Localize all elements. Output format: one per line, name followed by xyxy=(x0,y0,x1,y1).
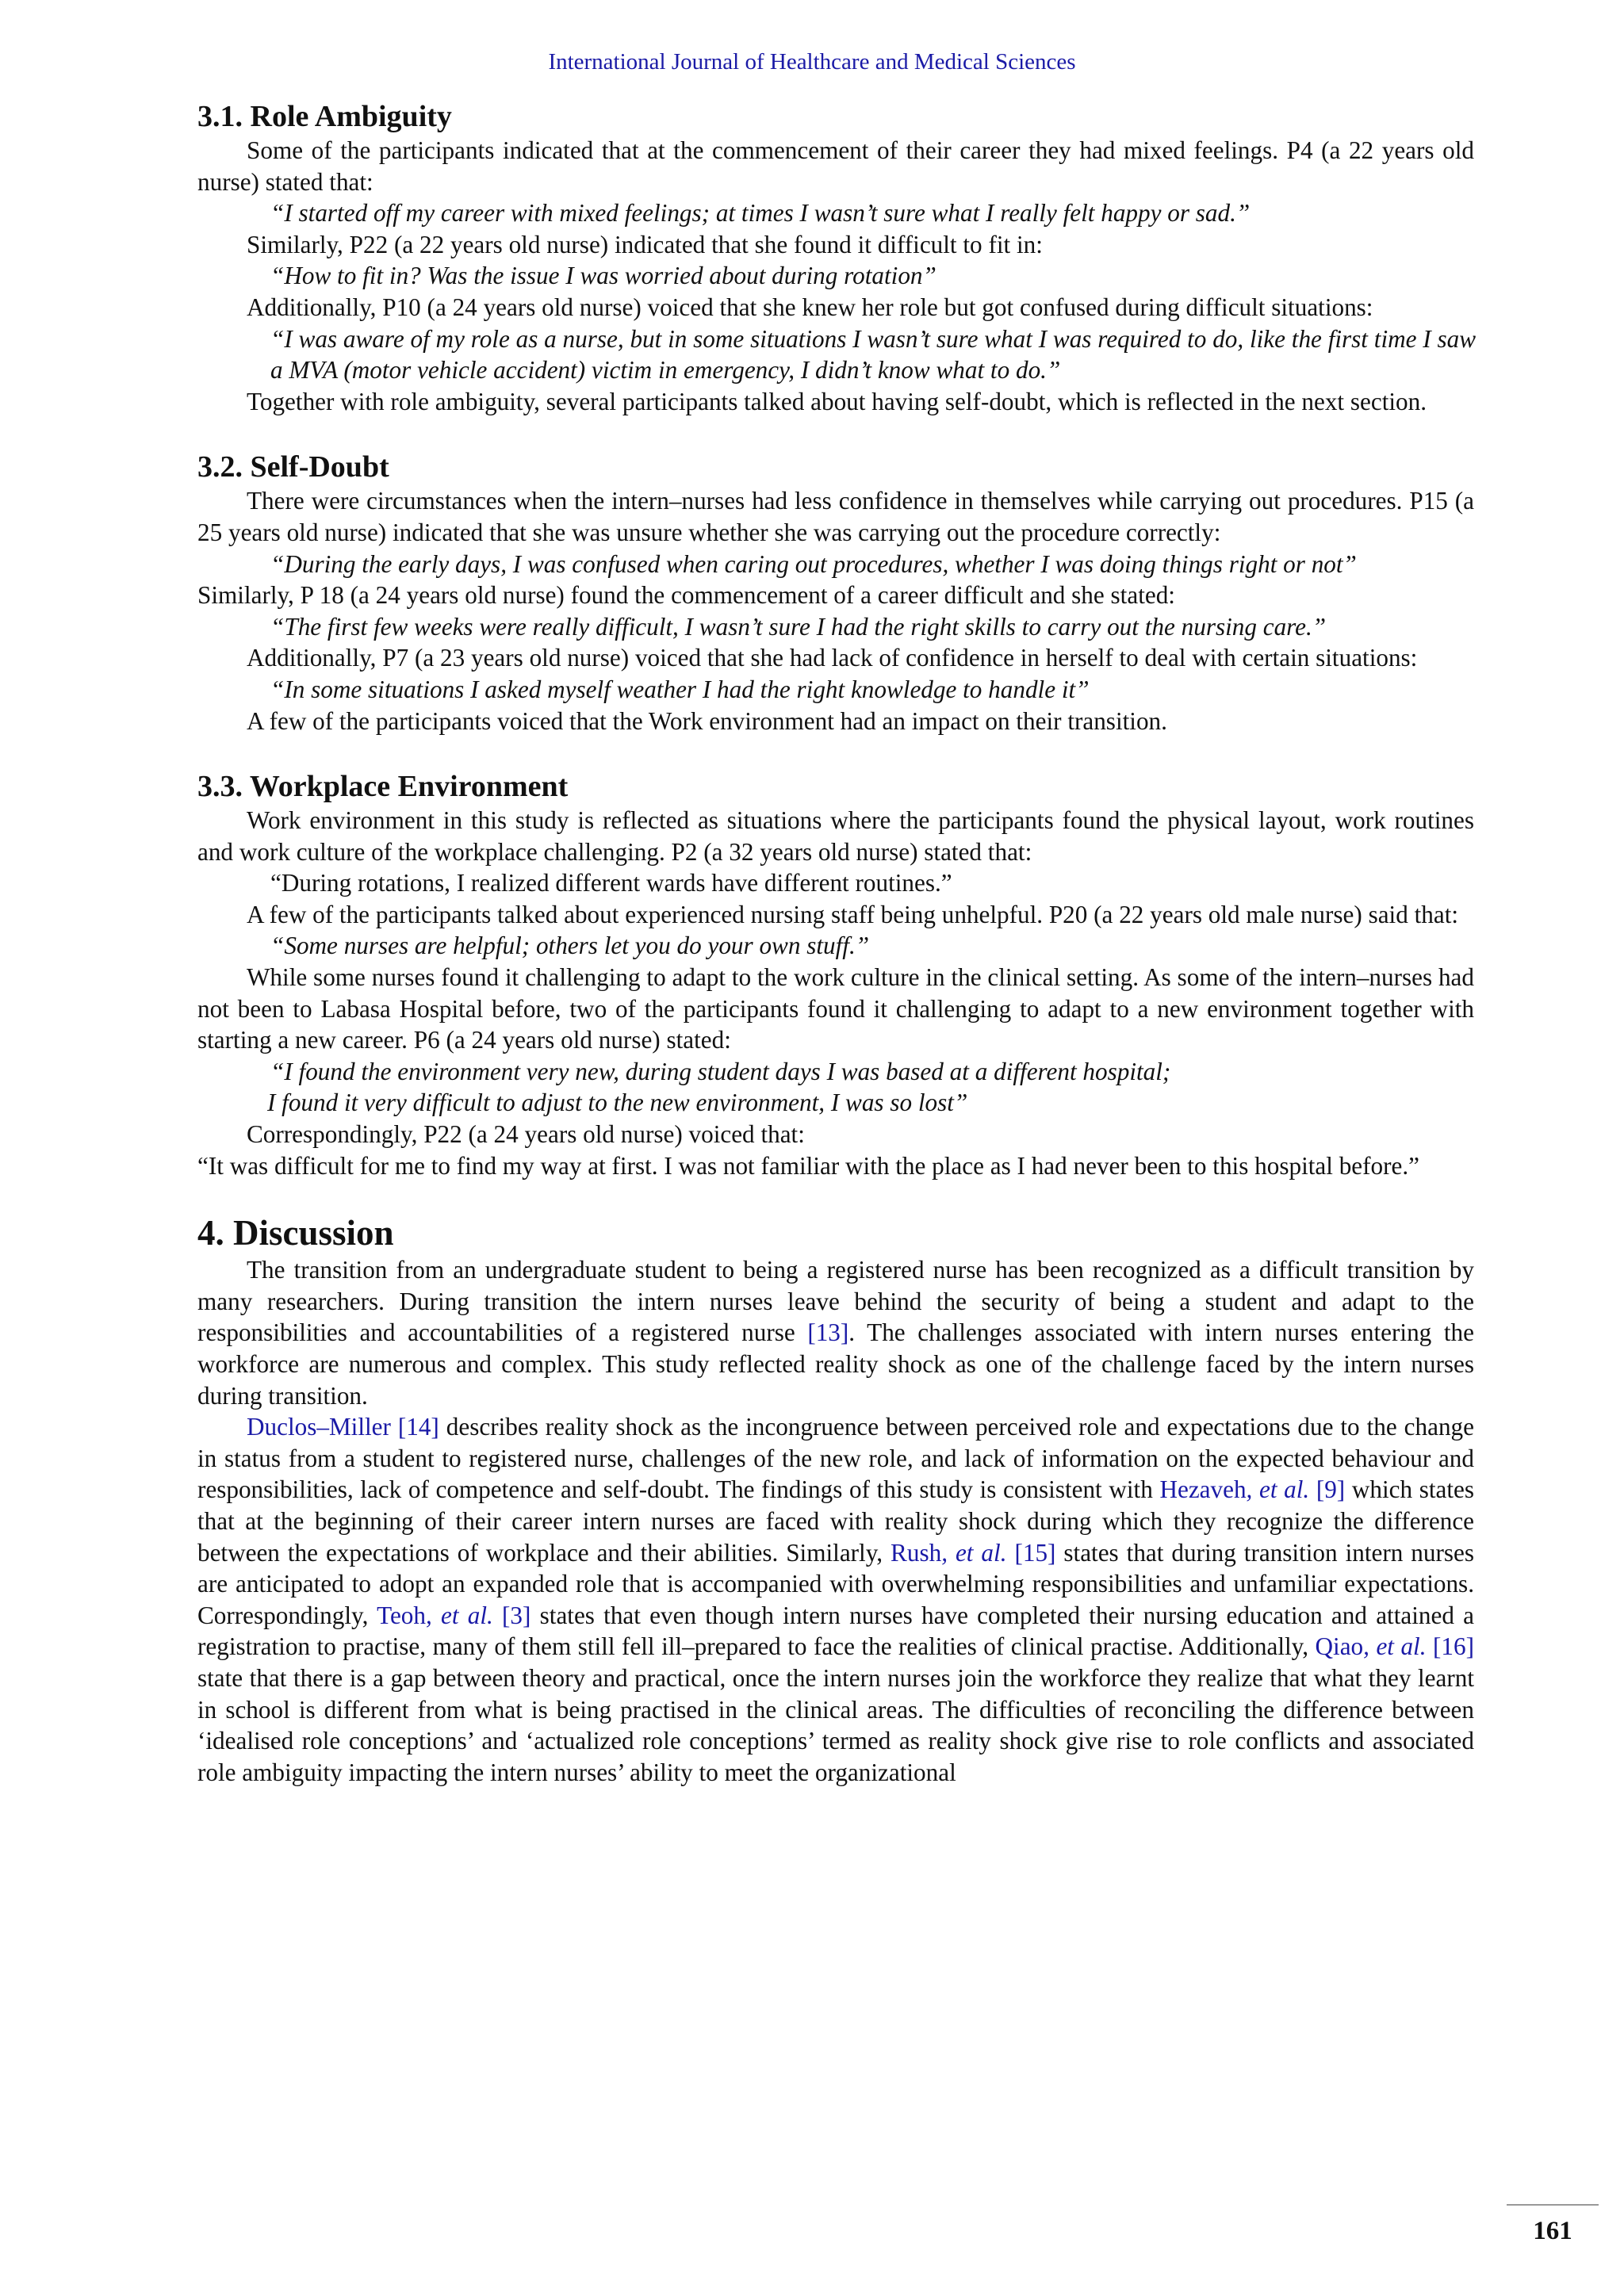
article-body xyxy=(197,98,1474,1788)
paragraph: Together with role ambiguity, several participants talked about having self-doubt, which is reflected in the next section. xyxy=(247,387,1427,415)
paragraph: Additionally, P10 (a 24 years old nurse) voiced that she knew her role but got confused during difficult situations: xyxy=(247,293,1373,321)
page-number: 161 xyxy=(1533,2217,1572,2245)
section-heading-3-1: 3.1. Role Ambiguity xyxy=(197,100,452,133)
paragraph: Work environment in this study is reflected as situations where the participants found the physical layout, work routines and work culture of the workplace challenging. P2 (a 32 years old nurse) stated that: xyxy=(197,806,1474,866)
section-heading-3-2: 3.2. Self-Doubt xyxy=(197,450,389,484)
citation-link[interactable]: Qiao, et al. [16] xyxy=(1315,1632,1474,1661)
participant-quote: “During rotations, I realized different wards have different routines.” xyxy=(270,869,952,897)
citation-link[interactable]: Teoh, et al. [3] xyxy=(377,1601,531,1629)
participant-quote: I found it very difficult to adjust to the new environment, I was so lost” xyxy=(267,1089,968,1117)
footer-rule xyxy=(1507,2204,1599,2206)
participant-quote-block: “It was difficult for me to find my way at first. I was not familiar with the place as I had never been to this hospital before.” xyxy=(197,1151,1419,1180)
paragraph: There were circumstances when the intern–nurses had less confidence in themselves while carrying out procedures. P15 (a 25 years old nurse) indicated that she was unsure whether she was carrying out the procedure correctly: xyxy=(197,487,1474,546)
paragraph: A few of the participants voiced that the Work environment had an impact on their transition. xyxy=(247,706,1167,735)
participant-quote: “Some nurses are helpful; others let you do your own stuff.” xyxy=(270,932,870,960)
paragraph: Additionally, P7 (a 23 years old nurse) voiced that she had lack of confidence in herself to deal with certain situations: xyxy=(247,644,1418,672)
paragraph: Correspondingly, P22 (a 24 years old nurse) voiced that: xyxy=(247,1120,805,1149)
citation-link[interactable]: Rush, et al. [15] xyxy=(891,1538,1056,1567)
participant-quote: “In some situations I asked myself weather I had the right knowledge to handle it” xyxy=(270,675,1090,703)
paragraph: While some nurses found it challenging to adapt to the work culture in the clinical setting. As some of the intern–nurses had not been to Labasa Hospital before, two of the participants found it challenging to adapt to a new environment together with starting a new career. P6 (a 24 years old nurse) stated: xyxy=(197,963,1474,1054)
participant-quote: “The first few weeks were really difficult, I wasn’t sure I had the right skills to carry out the nursing care.” xyxy=(270,612,1327,641)
paragraph: The transition from an undergraduate student to being a registered nurse has been recognized as a difficult transition by many researchers. During transition the intern nurses leave behind the security of being a student and adapt to the responsibilities and accountabilities of a registered nurse [13]. The challenges associated with intern nurses entering the workforce are numerous and complex. This study reflected reality shock as one of the challenge faced by the intern nurses during transition. xyxy=(197,1256,1474,1410)
section-heading-3-3: 3.3. Workplace Environment xyxy=(197,770,569,804)
paragraph: Duclos–Miller [14] describes reality shock as the incongruence between perceived role and expectations due to the change in status from a student to registered nurse, challenges of the new role, and lack of information on the expected behaviour and responsibilities, lack of competence and self-doubt. The findings of this study is consistent with Hezaveh, et al. [9] which states that at the beginning of their career intern nurses are faced with reality shock during which they recognize the difference between the expectations of workplace and their abilities. Similarly, Rush, et al. [15] states that during transition intern nurses are anticipated to adopt an expanded role that is accompanied with overwhelming responsibilities and unfamiliar expectations. Correspondingly, Teoh, et al. [3] states that even though intern nurses have completed their nursing education and attained a registration to practise, many of them still fell ill–prepared to face the realities of clinical practise. Additionally, Qiao, et al. [16] state that there is a gap between theory and practical, once the intern nurses join the workforce they realize that what they learnt in school is different from what is being practised in the clinical areas. The difficulties of reconciling the difference between ‘idealised role conceptions’ and ‘actualized role conceptions’ termed as reality shock give rise to role conflicts and associated role ambiguity impacting the intern nurses’ ability to meet the organizational xyxy=(197,1413,1474,1786)
journal-header: International Journal of Healthcare and Medical Sciences xyxy=(548,49,1076,75)
participant-quote: “How to fit in? Was the issue I was worried about during rotation” xyxy=(270,262,936,290)
section-heading-4: 4. Discussion xyxy=(197,1213,394,1253)
paragraph: A few of the participants talked about experienced nursing staff being unhelpful. P20 (a 22 years old male nurse) said that: xyxy=(247,900,1459,928)
paragraph: Some of the participants indicated that at the commencement of their career they had mixed feelings. P4 (a 22 years old nurse) stated that: xyxy=(197,136,1474,196)
participant-quote: “I was aware of my role as a nurse, but in some situations I wasn’t sure what I was required to do, like the first time I saw a MVA (motor vehicle accident) victim in emergency, I didn’t know what to do.” xyxy=(270,324,1476,385)
paragraph: Similarly, P22 (a 22 years old nurse) indicated that she found it difficult to fit in: xyxy=(247,230,1043,258)
participant-quote: “During the early days, I was confused when caring out procedures, whether I was doing things right or not” xyxy=(270,549,1357,578)
citation-link[interactable]: Duclos–Miller [14] xyxy=(247,1413,439,1441)
participant-quote: “I started off my career with mixed feelings; at times I wasn’t sure what I really felt happy or sad.” xyxy=(270,199,1251,228)
reference-link[interactable]: [13] xyxy=(807,1318,849,1347)
citation-link[interactable]: Hezaveh, et al. [9] xyxy=(1159,1475,1346,1504)
participant-quote: “I found the environment very new, during student days I was based at a different hospital; xyxy=(270,1057,1171,1085)
paragraph: Similarly, P 18 (a 24 years old nurse) found the commencement of a career difficult and she stated: xyxy=(197,581,1175,610)
